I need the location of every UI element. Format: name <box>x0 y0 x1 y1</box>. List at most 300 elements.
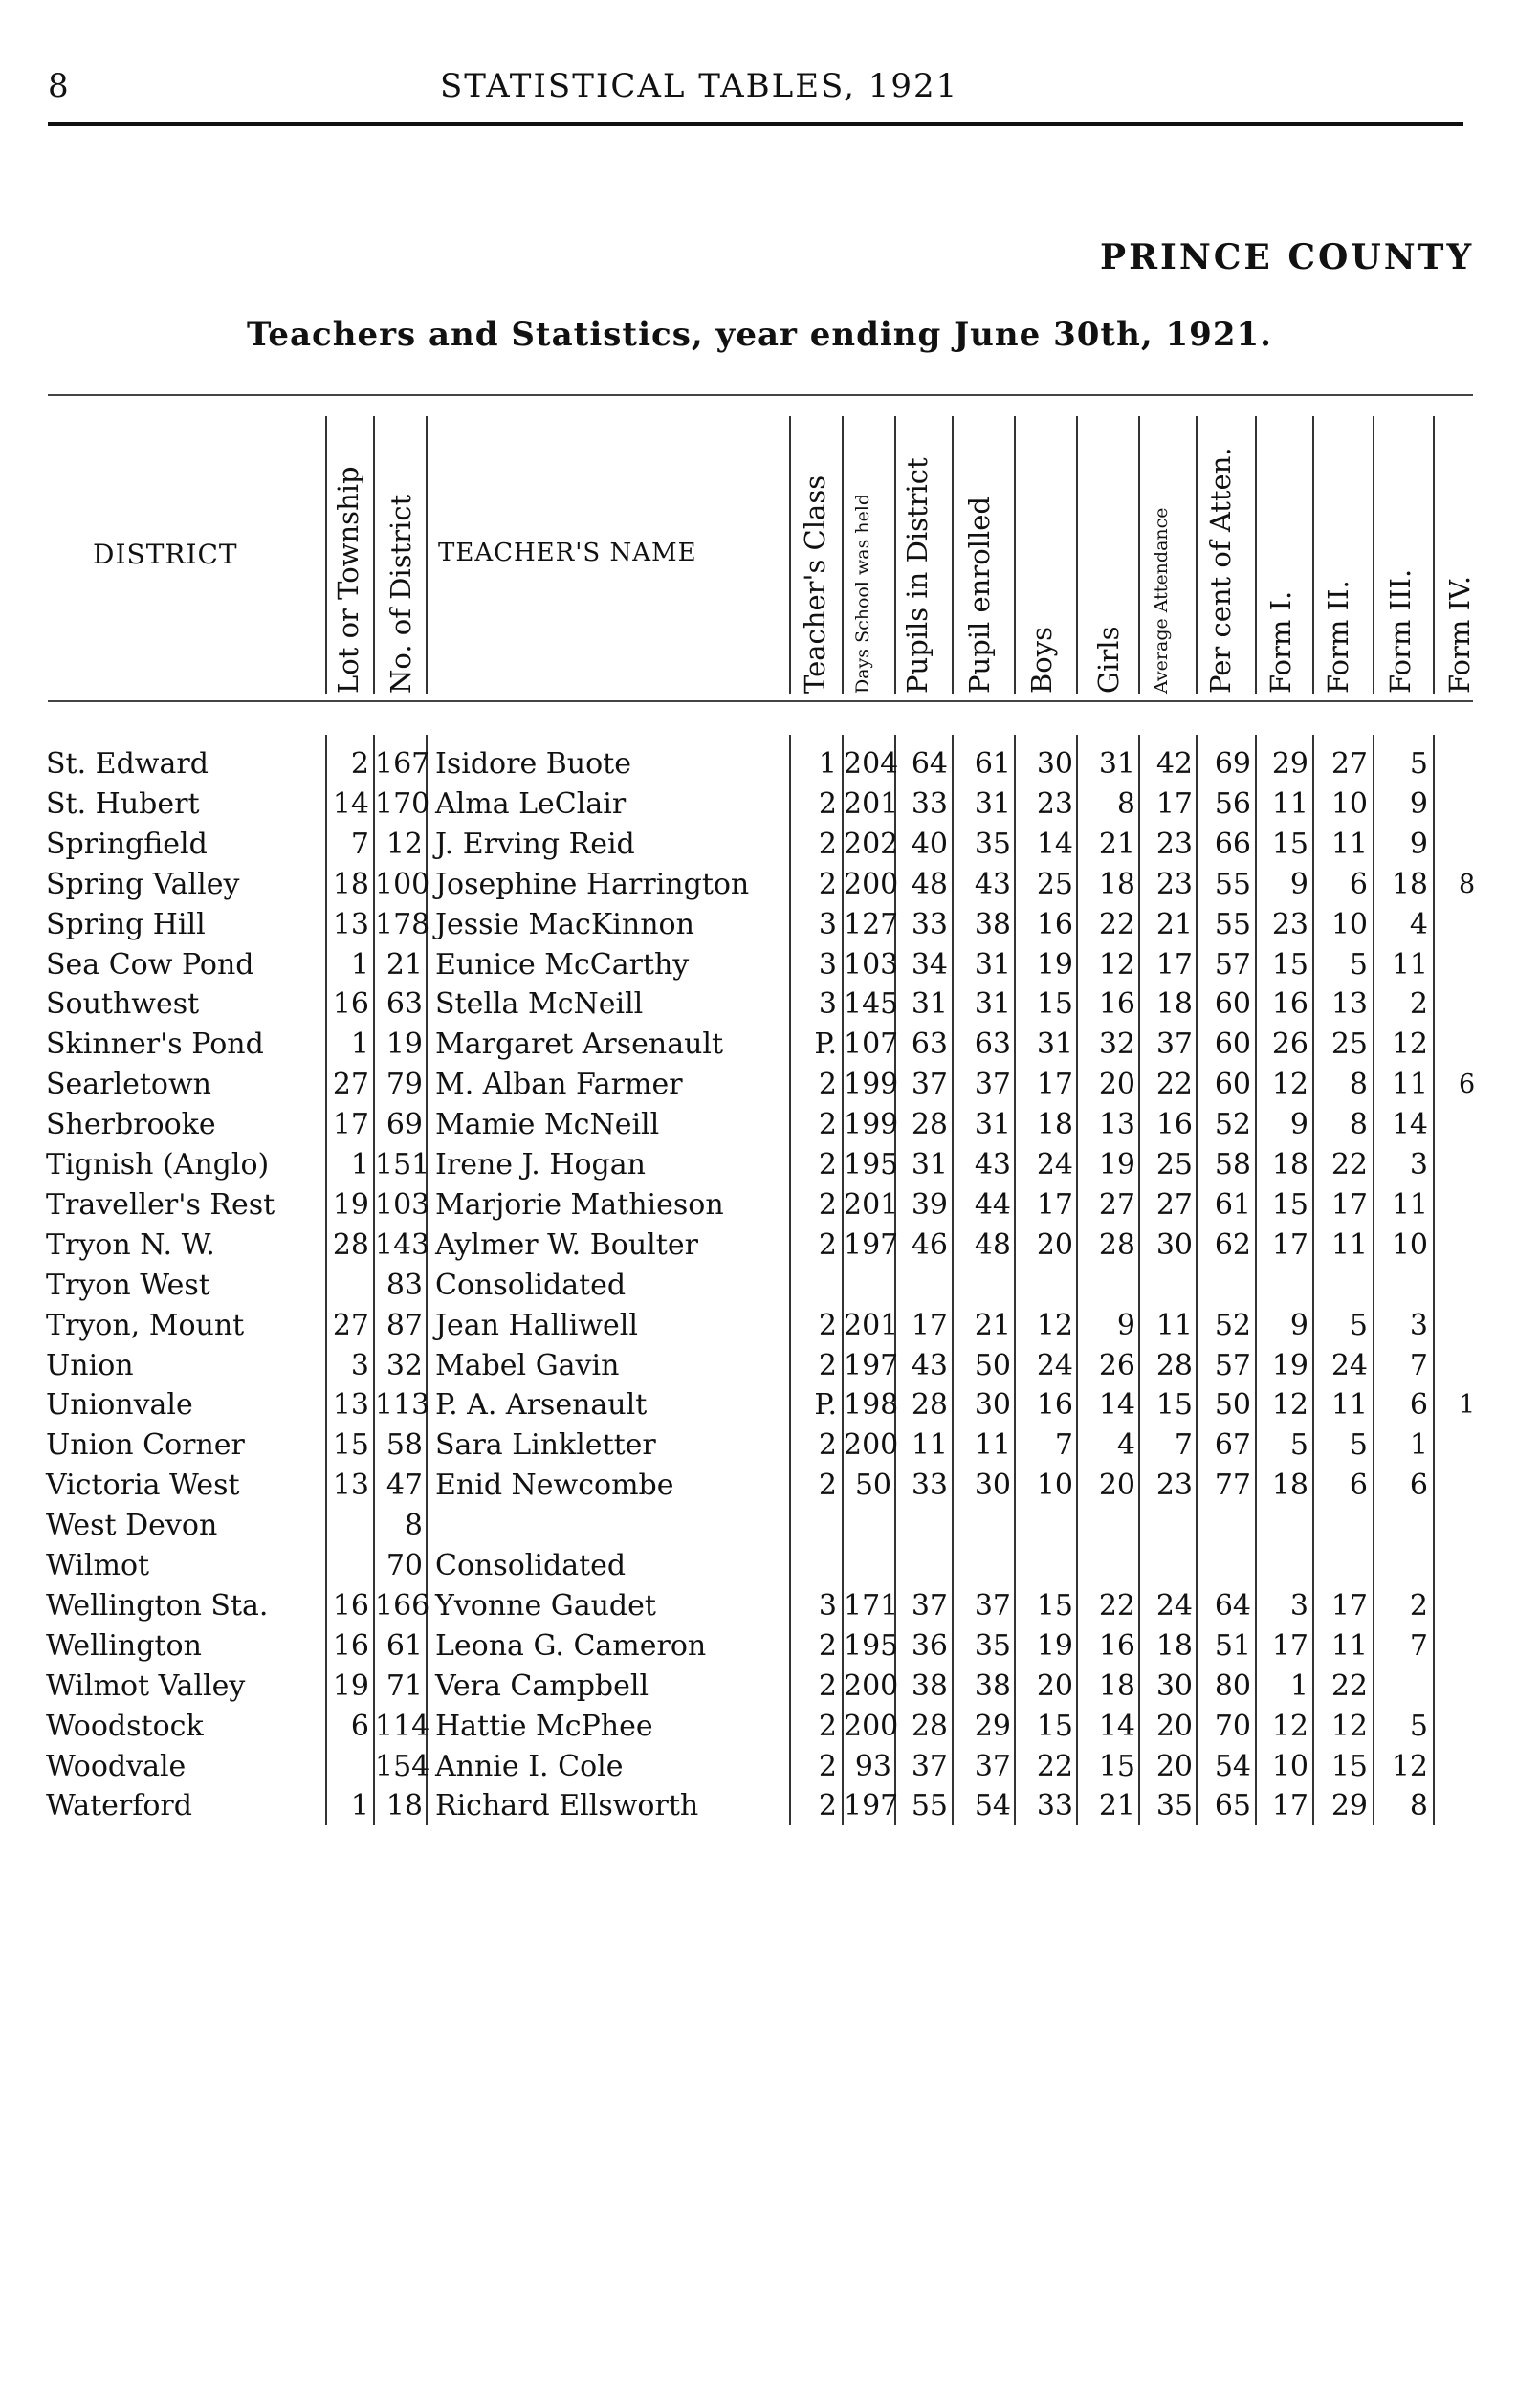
cell-girls: 12 <box>1098 947 1135 982</box>
cell-pct-attendance: 58 <box>1214 1148 1251 1182</box>
cell-form-3: 12 <box>1391 1749 1428 1783</box>
cell-teacher: Yvonne Gaudet <box>435 1588 656 1623</box>
cell-girls: 9 <box>1116 1308 1135 1342</box>
cell-girls: 20 <box>1098 1068 1135 1102</box>
cell-lot: 1 <box>350 947 369 982</box>
cell-form-2: 22 <box>1330 1668 1368 1703</box>
header-rule <box>48 122 1463 126</box>
cell-days: 200 <box>844 1709 899 1743</box>
cell-form-3: 9 <box>1409 827 1428 861</box>
cell-form-2: 8 <box>1349 1108 1368 1142</box>
cell-pct-attendance: 70 <box>1214 1709 1251 1743</box>
cell-teacher: Mabel Gavin <box>435 1348 620 1382</box>
cell-boys: 18 <box>1036 1108 1073 1142</box>
cell-enrolled: 31 <box>974 786 1011 821</box>
cell-days: 195 <box>844 1148 899 1182</box>
cell-form-3: 2 <box>1409 987 1428 1022</box>
cell-boys: 20 <box>1036 1227 1073 1262</box>
cell-pct-attendance: 51 <box>1214 1628 1251 1663</box>
column-rule <box>789 416 791 694</box>
cell-class: 2 <box>818 1068 837 1102</box>
cell-district: West Devon <box>46 1509 218 1543</box>
cell-lot: 16 <box>332 1588 369 1623</box>
cell-form-3: 18 <box>1391 867 1428 901</box>
cell-girls: 18 <box>1098 867 1135 901</box>
cell-enrolled: 50 <box>974 1348 1011 1382</box>
cell-avg-attendance: 18 <box>1155 987 1193 1022</box>
running-title: STATISTICAL TABLES, 1921 <box>440 67 959 105</box>
cell-pct-attendance: 77 <box>1214 1469 1251 1503</box>
table-row <box>0 1626 1517 1667</box>
table-row <box>0 1546 1517 1586</box>
cell-boys: 10 <box>1036 1469 1073 1503</box>
cell-class: 2 <box>818 1187 837 1222</box>
cell-form-3: 14 <box>1391 1108 1428 1142</box>
cell-avg-attendance: 18 <box>1155 1628 1193 1663</box>
cell-enrolled: 21 <box>974 1308 1011 1342</box>
table-row <box>0 1025 1517 1065</box>
cell-district-number: 170 <box>375 786 430 821</box>
cell-district-number: 151 <box>375 1148 430 1182</box>
cell-girls: 20 <box>1098 1469 1135 1503</box>
cell-pct-attendance: 57 <box>1214 947 1251 982</box>
column-rule <box>952 416 954 694</box>
cell-pct-attendance: 56 <box>1214 786 1251 821</box>
cell-days: 200 <box>844 1428 899 1463</box>
cell-teacher: Alma LeClair <box>435 786 627 821</box>
cell-form-1: 12 <box>1271 1068 1308 1102</box>
cell-girls: 21 <box>1098 827 1135 861</box>
cell-teacher: M. Alban Farmer <box>435 1068 683 1102</box>
cell-district: Waterford <box>46 1789 192 1823</box>
column-rule <box>1014 416 1016 694</box>
cell-district: Woodvale <box>46 1749 187 1783</box>
table-row <box>0 744 1517 784</box>
cell-girls: 21 <box>1098 1789 1135 1823</box>
table-row <box>0 1786 1517 1826</box>
cell-lot: 28 <box>332 1227 369 1262</box>
cell-form-3: 11 <box>1391 947 1428 982</box>
table-row <box>0 1667 1517 1707</box>
cell-form-2: 13 <box>1330 987 1368 1022</box>
cell-boys: 22 <box>1036 1749 1073 1783</box>
cell-days: 201 <box>844 786 899 821</box>
column-rule <box>325 416 327 694</box>
cell-pupils-district: 37 <box>911 1588 948 1623</box>
cell-lot: 7 <box>350 827 369 861</box>
cell-form-2: 24 <box>1330 1348 1368 1382</box>
cell-days: 145 <box>844 987 899 1022</box>
table-row <box>0 1707 1517 1747</box>
cell-district-number: 70 <box>385 1549 423 1582</box>
cell-avg-attendance: 7 <box>1174 1428 1193 1463</box>
table-row <box>0 1306 1517 1346</box>
cell-days: 103 <box>844 947 899 982</box>
header-form-3: Form III. <box>1384 568 1417 694</box>
cell-girls: 26 <box>1098 1348 1135 1382</box>
cell-class: 2 <box>818 1308 837 1342</box>
cell-district: Sherbrooke <box>46 1108 216 1142</box>
cell-lot: 13 <box>332 907 369 941</box>
cell-girls: 14 <box>1098 1388 1135 1423</box>
cell-lot: 3 <box>350 1348 369 1382</box>
table-subtitle: Teachers and Statistics, year ending June 30th, 1921. <box>247 316 1272 354</box>
cell-form-3: 3 <box>1409 1308 1428 1342</box>
cell-girls: 28 <box>1098 1227 1135 1262</box>
cell-teacher: Mamie McNeill <box>435 1108 660 1142</box>
cell-enrolled: 38 <box>974 1668 1011 1703</box>
cell-days: 204 <box>844 747 899 781</box>
table-row <box>0 1226 1517 1266</box>
cell-district: Tryon, Mount <box>46 1308 245 1342</box>
cell-boys: 17 <box>1036 1068 1073 1102</box>
cell-boys: 23 <box>1036 786 1073 821</box>
cell-boys: 20 <box>1036 1668 1073 1703</box>
cell-days: 200 <box>844 867 899 901</box>
cell-lot: 2 <box>350 747 369 781</box>
cell-days: 195 <box>844 1628 899 1663</box>
cell-district: Wilmot <box>46 1549 150 1582</box>
cell-form-2: 11 <box>1330 1388 1368 1423</box>
cell-class: P. <box>814 1027 837 1062</box>
cell-form-2: 11 <box>1330 827 1368 861</box>
cell-form-3: 2 <box>1409 1588 1428 1623</box>
cell-girls: 15 <box>1098 1749 1135 1783</box>
cell-form-2: 25 <box>1330 1027 1368 1062</box>
cell-form-3: 1 <box>1409 1428 1428 1463</box>
cell-days: 171 <box>844 1588 899 1623</box>
cell-district: Southwest <box>46 987 200 1022</box>
table-row <box>0 1346 1517 1386</box>
cell-pupils-district: 11 <box>911 1428 948 1463</box>
cell-days: 197 <box>844 1227 899 1262</box>
cell-teacher: Vera Campbell <box>435 1668 649 1703</box>
cell-form-2: 17 <box>1330 1588 1368 1623</box>
cell-form-2: 15 <box>1330 1749 1368 1783</box>
cell-district-number: 69 <box>385 1108 423 1142</box>
cell-district-number: 61 <box>385 1628 423 1663</box>
cell-form-1: 1 <box>1289 1668 1308 1703</box>
cell-girls: 22 <box>1098 907 1135 941</box>
cell-pct-attendance: 52 <box>1214 1308 1251 1342</box>
cell-class: 2 <box>818 1749 837 1783</box>
cell-avg-attendance: 42 <box>1155 747 1193 781</box>
cell-form-3: 10 <box>1391 1227 1428 1262</box>
cell-enrolled: 31 <box>974 947 1011 982</box>
cell-enrolled: 31 <box>974 987 1011 1022</box>
cell-form-2: 10 <box>1330 786 1368 821</box>
cell-enrolled: 37 <box>974 1749 1011 1783</box>
cell-enrolled: 31 <box>974 1108 1011 1142</box>
cell-avg-attendance: 35 <box>1155 1789 1193 1823</box>
cell-days: 50 <box>854 1469 891 1503</box>
column-rule <box>1196 416 1198 694</box>
cell-class: 2 <box>818 1469 837 1503</box>
cell-class: 2 <box>818 1628 837 1663</box>
cell-pct-attendance: 60 <box>1214 987 1251 1022</box>
cell-pct-attendance: 65 <box>1214 1789 1251 1823</box>
cell-boys: 16 <box>1036 1388 1073 1423</box>
cell-district-number: 113 <box>375 1388 430 1423</box>
cell-teacher: Eunice McCarthy <box>435 947 690 982</box>
cell-boys: 33 <box>1036 1789 1073 1823</box>
header-boys: Boys <box>1025 626 1058 694</box>
page-number: 8 <box>48 67 69 105</box>
cell-form-2: 10 <box>1330 907 1368 941</box>
cell-pct-attendance: 67 <box>1214 1428 1251 1463</box>
cell-pct-attendance: 54 <box>1214 1749 1251 1783</box>
cell-avg-attendance: 16 <box>1155 1108 1193 1142</box>
cell-form-2: 29 <box>1330 1789 1368 1823</box>
cell-avg-attendance: 22 <box>1155 1068 1193 1102</box>
cell-form-1: 23 <box>1271 907 1308 941</box>
table-row <box>0 1105 1517 1145</box>
cell-pupils-district: 43 <box>911 1348 948 1382</box>
cell-district: Victoria West <box>46 1469 240 1503</box>
cell-class: 1 <box>818 747 837 781</box>
cell-teacher: Irene J. Hogan <box>435 1148 646 1182</box>
cell-pupils-district: 55 <box>911 1789 948 1823</box>
cell-pupils-district: 34 <box>911 947 948 982</box>
cell-lot: 16 <box>332 1628 369 1663</box>
cell-pupils-district: 40 <box>911 827 948 861</box>
cell-form-1: 9 <box>1289 867 1308 901</box>
cell-form-2: 5 <box>1349 1308 1368 1342</box>
cell-lot: 1 <box>350 1789 369 1823</box>
cell-days: 199 <box>844 1068 899 1102</box>
table-row <box>0 1266 1517 1306</box>
cell-form-1: 29 <box>1271 747 1308 781</box>
cell-pct-attendance: 61 <box>1214 1187 1251 1222</box>
cell-district-number: 83 <box>385 1268 423 1302</box>
cell-form-3: 6 <box>1409 1388 1428 1423</box>
cell-district: Tryon West <box>46 1268 210 1302</box>
cell-district: Union <box>46 1348 134 1382</box>
cell-lot: 13 <box>332 1388 369 1423</box>
cell-district-number: 63 <box>385 987 423 1022</box>
column-rule <box>894 416 896 694</box>
cell-days: 107 <box>844 1027 899 1062</box>
cell-pct-attendance: 60 <box>1214 1068 1251 1102</box>
table-row <box>0 1385 1517 1425</box>
cell-form-1: 15 <box>1271 827 1308 861</box>
header-district: DISTRICT <box>93 539 238 570</box>
cell-district-number: 8 <box>404 1509 423 1543</box>
cell-avg-attendance: 15 <box>1155 1388 1193 1423</box>
cell-girls: 16 <box>1098 1628 1135 1663</box>
cell-pupils-district: 36 <box>911 1628 948 1663</box>
cell-class: 2 <box>818 1709 837 1743</box>
cell-form-1: 3 <box>1289 1588 1308 1623</box>
cell-class: 3 <box>818 907 837 941</box>
cell-avg-attendance: 20 <box>1155 1709 1193 1743</box>
cell-teacher: Sara Linkletter <box>435 1428 656 1463</box>
cell-form-3: 5 <box>1409 1709 1428 1743</box>
table-row <box>0 1506 1517 1546</box>
cell-avg-attendance: 25 <box>1155 1148 1193 1182</box>
cell-pct-attendance: 55 <box>1214 907 1251 941</box>
cell-district-number: 79 <box>385 1068 423 1102</box>
cell-pupils-district: 28 <box>911 1108 948 1142</box>
cell-enrolled: 11 <box>974 1428 1011 1463</box>
cell-class: P. <box>814 1388 837 1423</box>
cell-form-1: 18 <box>1271 1469 1308 1503</box>
cell-days: 200 <box>844 1668 899 1703</box>
cell-girls: 18 <box>1098 1668 1135 1703</box>
cell-district: Unionvale <box>46 1388 193 1423</box>
cell-district-number: 32 <box>385 1348 423 1382</box>
cell-pupils-district: 33 <box>911 1469 948 1503</box>
cell-days: 198 <box>844 1388 899 1423</box>
cell-form-3: 5 <box>1409 747 1428 781</box>
cell-district: Traveller's Rest <box>46 1187 275 1222</box>
cell-form-3: 7 <box>1409 1348 1428 1382</box>
cell-class: 2 <box>818 1348 837 1382</box>
cell-pupils-district: 31 <box>911 987 948 1022</box>
cell-form-3: 9 <box>1409 786 1428 821</box>
cell-teacher: Jessie MacKinnon <box>435 907 694 941</box>
cell-teacher: Jean Halliwell <box>435 1308 638 1342</box>
cell-teacher: Enid Newcombe <box>435 1469 674 1503</box>
cell-class: 2 <box>818 1227 837 1262</box>
column-rule <box>1255 416 1257 694</box>
cell-form-2: 12 <box>1330 1709 1368 1743</box>
cell-teacher: Consolidated <box>435 1549 627 1582</box>
cell-district: St. Hubert <box>46 786 200 821</box>
cell-pct-attendance: 69 <box>1214 747 1251 781</box>
cell-pupils-district: 17 <box>911 1308 948 1342</box>
header-lot: Lot or Township <box>332 466 364 694</box>
table-row <box>0 1466 1517 1506</box>
cell-enrolled: 37 <box>974 1068 1011 1102</box>
cell-pupils-district: 64 <box>911 747 948 781</box>
cell-avg-attendance: 28 <box>1155 1348 1193 1382</box>
cell-lot: 1 <box>350 1148 369 1182</box>
cell-girls: 4 <box>1116 1428 1135 1463</box>
cell-girls: 16 <box>1098 987 1135 1022</box>
cell-girls: 32 <box>1098 1027 1135 1062</box>
cell-lot: 27 <box>332 1308 369 1342</box>
cell-class: 2 <box>818 867 837 901</box>
cell-avg-attendance: 27 <box>1155 1187 1193 1222</box>
cell-class: 2 <box>818 1789 837 1823</box>
cell-district-number: 21 <box>385 947 423 982</box>
table-row <box>0 825 1517 865</box>
cell-pupils-district: 63 <box>911 1027 948 1062</box>
cell-days: 197 <box>844 1348 899 1382</box>
cell-lot: 14 <box>332 786 369 821</box>
cell-form-4: 1 <box>1459 1390 1476 1421</box>
cell-form-3: 3 <box>1409 1148 1428 1182</box>
cell-girls: 22 <box>1098 1588 1135 1623</box>
header-form-4: Form IV. <box>1443 575 1476 694</box>
cell-form-1: 16 <box>1271 987 1308 1022</box>
cell-district: Skinner's Pond <box>46 1027 264 1062</box>
cell-teacher: Leona G. Cameron <box>435 1628 707 1663</box>
cell-lot: 6 <box>350 1709 369 1743</box>
column-rule <box>1433 416 1435 694</box>
header-enrolled: Pupil enrolled <box>963 497 996 694</box>
cell-days: 201 <box>844 1187 899 1222</box>
cell-form-2: 11 <box>1330 1227 1368 1262</box>
cell-form-1: 18 <box>1271 1148 1308 1182</box>
cell-enrolled: 30 <box>974 1388 1011 1423</box>
cell-form-1: 26 <box>1271 1027 1308 1062</box>
table-row <box>0 1145 1517 1185</box>
cell-form-1: 15 <box>1271 947 1308 982</box>
cell-class: 2 <box>818 786 837 821</box>
cell-enrolled: 54 <box>974 1789 1011 1823</box>
cell-form-3: 11 <box>1391 1187 1428 1222</box>
cell-lot: 13 <box>332 1469 369 1503</box>
cell-girls: 19 <box>1098 1148 1135 1182</box>
cell-district-number: 12 <box>385 827 423 861</box>
cell-form-4: 8 <box>1459 869 1476 899</box>
cell-district: St. Edward <box>46 747 209 781</box>
cell-teacher: Margaret Arsenault <box>435 1027 724 1062</box>
cell-pupils-district: 33 <box>911 907 948 941</box>
header-girls: Girls <box>1092 626 1125 694</box>
cell-boys: 31 <box>1036 1027 1073 1062</box>
cell-boys: 15 <box>1036 987 1073 1022</box>
cell-lot: 18 <box>332 867 369 901</box>
cell-form-2: 5 <box>1349 947 1368 982</box>
cell-boys: 15 <box>1036 1588 1073 1623</box>
cell-district: Springfield <box>46 827 208 861</box>
cell-form-1: 15 <box>1271 1187 1308 1222</box>
table-row <box>0 984 1517 1025</box>
cell-district-number: 87 <box>385 1308 423 1342</box>
cell-pupils-district: 39 <box>911 1187 948 1222</box>
cell-avg-attendance: 30 <box>1155 1668 1193 1703</box>
cell-district-number: 103 <box>375 1187 430 1222</box>
cell-girls: 31 <box>1098 747 1135 781</box>
cell-boys: 24 <box>1036 1148 1073 1182</box>
header-days: Days School was held <box>852 493 873 694</box>
cell-girls: 13 <box>1098 1108 1135 1142</box>
cell-district-number: 58 <box>385 1428 423 1463</box>
cell-class: 2 <box>818 1148 837 1182</box>
column-rule <box>426 416 428 694</box>
cell-avg-attendance: 30 <box>1155 1227 1193 1262</box>
cell-lot: 16 <box>332 987 369 1022</box>
cell-avg-attendance: 21 <box>1155 907 1193 941</box>
cell-district: Spring Valley <box>46 867 240 901</box>
cell-district-number: 178 <box>375 907 430 941</box>
cell-days: 127 <box>844 907 899 941</box>
cell-pct-attendance: 80 <box>1214 1668 1251 1703</box>
cell-avg-attendance: 17 <box>1155 786 1193 821</box>
cell-boys: 19 <box>1036 947 1073 982</box>
cell-enrolled: 29 <box>974 1709 1011 1743</box>
cell-pupils-district: 28 <box>911 1388 948 1423</box>
cell-district: Woodstock <box>46 1709 204 1743</box>
cell-avg-attendance: 24 <box>1155 1588 1193 1623</box>
cell-form-1: 10 <box>1271 1749 1308 1783</box>
cell-days: 199 <box>844 1108 899 1142</box>
cell-district-number: 19 <box>385 1027 423 1062</box>
cell-form-1: 17 <box>1271 1227 1308 1262</box>
county-heading: PRINCE COUNTY <box>1100 237 1475 277</box>
cell-form-1: 11 <box>1271 786 1308 821</box>
cell-days: 201 <box>844 1308 899 1342</box>
cell-enrolled: 63 <box>974 1027 1011 1062</box>
cell-avg-attendance: 11 <box>1155 1308 1193 1342</box>
cell-enrolled: 44 <box>974 1187 1011 1222</box>
cell-girls: 14 <box>1098 1709 1135 1743</box>
cell-class: 2 <box>818 1108 837 1142</box>
header-form-2: Form II. <box>1322 580 1354 694</box>
